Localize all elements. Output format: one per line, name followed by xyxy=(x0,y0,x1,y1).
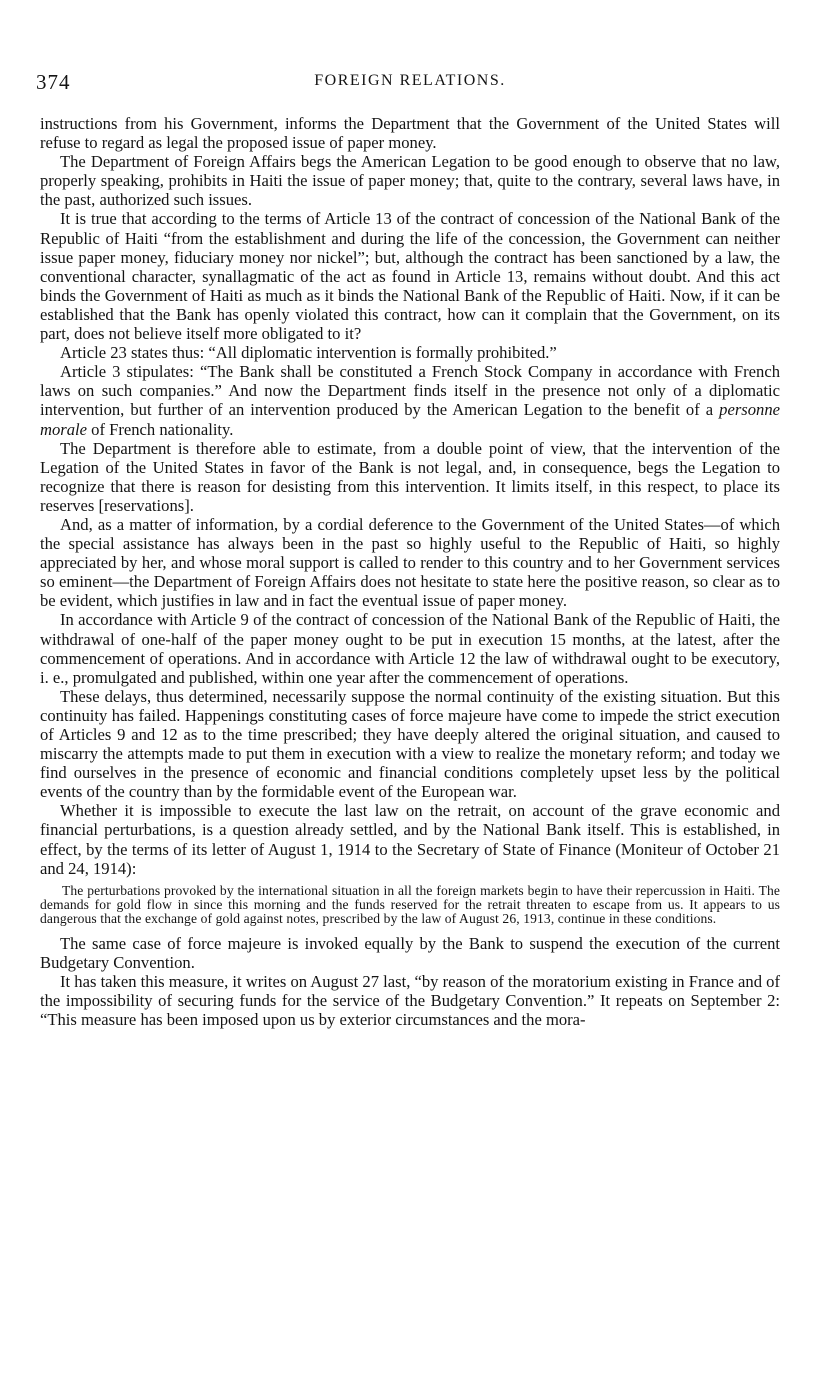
paragraph: Article 3 stipulates: “The Bank shall be constituted a French Stock Company in accordance with French laws on such companies.” And now the Department finds itself in the presence not only of a diplomatic intervention, but further of an intervention produced by the American Legation to the benefit of a personne morale of French nationality. xyxy=(40,362,780,439)
paragraph: It is true that according to the terms of Article 13 of the contract of concession of the National Bank of the Republic of Haiti “from the establishment and during the life of the concession, the Government can neither issue paper money, fiduciary money nor nickel”; but, although the contract has been sanctioned by a law, the conventional character, synallagmatic of the act as found in Article 13, remains without doubt. And this act binds the Government of Haiti as much as it binds the National Bank of the Republic of Haiti. Now, if it can be established that the Bank has openly violated this contract, how can it complain that the Government, on its part, does not believe itself more obligated to it? xyxy=(40,209,780,344)
running-head xyxy=(36,70,780,100)
paragraph: The same case of force majeure is invoked equally by the Bank to suspend the execution of the current Budgetary Convention. xyxy=(40,933,780,972)
block-quote xyxy=(40,884,780,926)
paragraph: These delays, thus determined, necessarily suppose the normal continuity of the existing situation. But this continuity has failed. Happenings constituting cases of force majeure have come to impede the strict execution of Articles 9 and 12 as to the time prescribed; they have deeply altered the original situation, and caused to miscarry the attempts made to put them in execution with a view to realize the monetary reform; and today we find ourselves in the presence of economic and financial conditions completely upset less by the political events of the country than by the formidable event of the European war. xyxy=(40,686,780,802)
paragraph: The Department is therefore able to estimate, from a double point of view, that the intervention of the Legation of the United States in favor of the Bank is not legal, and, in consequence, begs the Legation to recognize that there is reason for desisting from this intervention. It limits itself, in this respect, to place its reserves [reservations]. xyxy=(40,438,780,515)
page-number: 374 xyxy=(36,70,71,94)
quote-text: The perturbations provoked by the international situation in all the foreign markets begin to have their repercussion in Haiti. The demands for gold flow in since this morning and the funds reserved for the retrait threaten to escape from us. It appears to us dangerous that the exchange of gold against notes, prescribed by the law of August 26, 1913, continue in these conditions. xyxy=(40,882,780,926)
running-title: FOREIGN RELATIONS. xyxy=(314,72,506,89)
paragraph: In accordance with Article 9 of the contract of concession of the National Bank of the Republic of Haiti, the withdrawal of one-half of the paper money ought to be put in execution 15 months, at the latest, after the commencement of operations. And in accordance with Article 12 the law of withdrawal ought to be executory, i. e., promulgated and published, within one year after the commencement of operations. xyxy=(40,610,780,687)
body-text xyxy=(40,114,780,878)
italic-phrase: personne morale xyxy=(40,400,780,439)
paragraph: instructions from his Government, informs the Department that the Government of the United States will refuse to regard as legal the proposed issue of paper money. xyxy=(40,114,780,153)
paragraph: And, as a matter of information, by a cordial deference to the Government of the United States—of which the special assistance has always been in the past so highly useful to the Republic of Haiti, so highly appreciated by her, and whose moral support is called to render to this country and to her Government services so eminent—the Department of Foreign Affairs does not hesitate to state here the positive reason, so clear as to be evident, which justifies in law and in fact the eventual issue of paper money. xyxy=(40,514,780,611)
paragraph: Article 23 states thus: “All diplomatic intervention is formally prohibited.” xyxy=(60,343,557,363)
paragraph: It has taken this measure, it writes on August 27 last, “by reason of the moratorium existing in France and of the impossibility of securing funds for the service of the Budgetary Convention.” It repeats on September 2: “This measure has been imposed upon us by exterior circumstances and the mora- xyxy=(40,971,780,1030)
paragraph: The Department of Foreign Affairs begs the American Legation to be good enough to observe that no law, properly speaking, prohibits in Haiti the issue of paper money; that, quite to the contrary, several laws have, in the past, authorized such issues. xyxy=(40,152,780,210)
body-text-continued xyxy=(40,934,780,1029)
document-page xyxy=(36,70,780,1030)
paragraph: Whether it is impossible to execute the last law on the retrait, on account of the grave economic and financial perturbations, is a question already settled, and by the National Bank itself. This is established, in effect, by the terms of its letter of August 1, 1914 to the Secretary of State of Finance (Moniteur of October 21 and 24, 1914): xyxy=(40,801,780,878)
